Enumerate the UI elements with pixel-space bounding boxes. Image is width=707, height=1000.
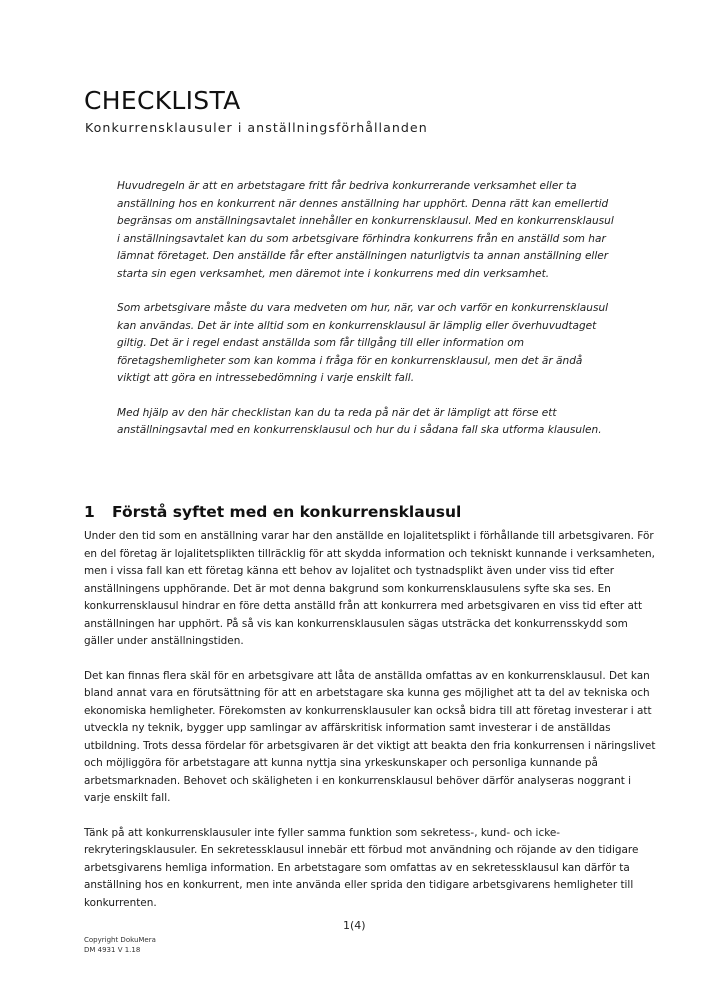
document-subtitle: Konkurrensklausuler i anställningsförhållanden xyxy=(85,120,428,135)
section-heading xyxy=(84,502,461,522)
intro-paragraph: Med hjälp av den här checklistan kan du ta reda på när det är lämpligt att förse ett anställningsavtal med en konkurrensklausul och hur du i sådana fall ska utforma klausulen. xyxy=(117,406,602,436)
section-body xyxy=(84,528,659,929)
copyright-text: Copyright DokuMera xyxy=(84,936,156,944)
intro-paragraph: Som arbetsgivare måste du vara medveten om hur, när, var och varför en konkurrensklausul kan användas. Det är inte alltid som en konkurrensklausul är lämplig eller överhuvudtaget giltig. Det är i regel endast anställda som får tillgång till eller information om företagshemligheter som kan komma i fråga för en konkurrensklausul, men det är ändå viktigt att göra en intressebedömning i varje enskilt fall. xyxy=(117,302,609,384)
intro-paragraph: Huvudregeln är att en arbetstagare fritt får bedriva konkurrerande verksamhet eller ta anställning hos en konkurrent när dennes anställning har upphört. Denna rätt kan emellertid begränsas om anställningsavtalet innehåller en konkurrensklausul. Med en konkurrensklausul i anställningsavtalet kan du som arbetsgivare förhindra konkurrens från en anställd som har lämnat företaget. Den anställde får efter anställningen naturligtvis ta annan anställning eller starta sin egen verksamhet, men däremot inte i konkurrens med din verksamhet. xyxy=(117,180,614,280)
page-footer xyxy=(84,935,156,955)
section-title: Förstå syftet med en konkurrensklausul xyxy=(112,503,462,521)
body-paragraph: Det kan finnas flera skäl för en arbetsgivare att låta de anställda omfattas av en konkurrensklausul. Det kan bland annat vara en förutsättning för att en arbetstagare ska kunna ges möjlighet att ta del av tekniska och ekonomiska hemligheter. Förekomsten av konkurrensklausuler kan också bidra till att företag investerar i att utveckla ny teknik, bygger upp samlingar av affärskritisk information samt investerar i de anställdas utbildning. Trots dessa fördelar för arbetsgivaren är det viktigt att beakta den fria konkurrensen i näringslivet och möjliggöra för arbetstagare att kunna nyttja sina yrkeskunskaper och personliga kunnande på arbetsmarknaden. Behovet och skäligheten i en konkurrensklausul behöver därför analyseras noggrant i varje enskilt fall. xyxy=(84,669,656,804)
section-number: 1 xyxy=(84,503,95,521)
page-number: 1(4) xyxy=(343,919,366,932)
document-id: DM 4931 V 1.18 xyxy=(84,946,141,954)
document-title: CHECKLISTA xyxy=(84,86,241,115)
body-paragraph: Tänk på att konkurrensklausuler inte fyller samma funktion som sekretess-, kund- och icke-rekryteringsklausuler. En sekretessklausul innebär ett förbud mot användning och röjande av den tidigare arbetsgivarens hemliga information. En arbetstagare som omfattas av en sekretessklausul kan därför ta anställning hos en konkurrent, men inte använda eller sprida den tidigare arbetsgivarens hemligheter till konkurrenten. xyxy=(84,826,639,909)
body-paragraph: Under den tid som en anställning varar har den anställde en lojalitetsplikt i förhållande till arbetsgivaren. För en del företag är lojalitetsplikten tillräcklig för att skydda information och tekniskt kunnande i verksamheten, men i vissa fall kan ett företag känna ett behov av lojalitet och tystnadsplikt även under viss tid efter anställningens upphörande. Det är mot denna bakgrund som konkurrensklausulens syfte ska ses. En konkurrensklausul hindrar en före detta anställd från att konkurrera med arbetsgivaren en viss tid efter att anställningen har upphört. På så vis kan konkurrensklausulen sägas utsträcka det konkurrensskydd som gäller under anställningstiden. xyxy=(84,530,655,647)
intro-section xyxy=(117,178,617,457)
